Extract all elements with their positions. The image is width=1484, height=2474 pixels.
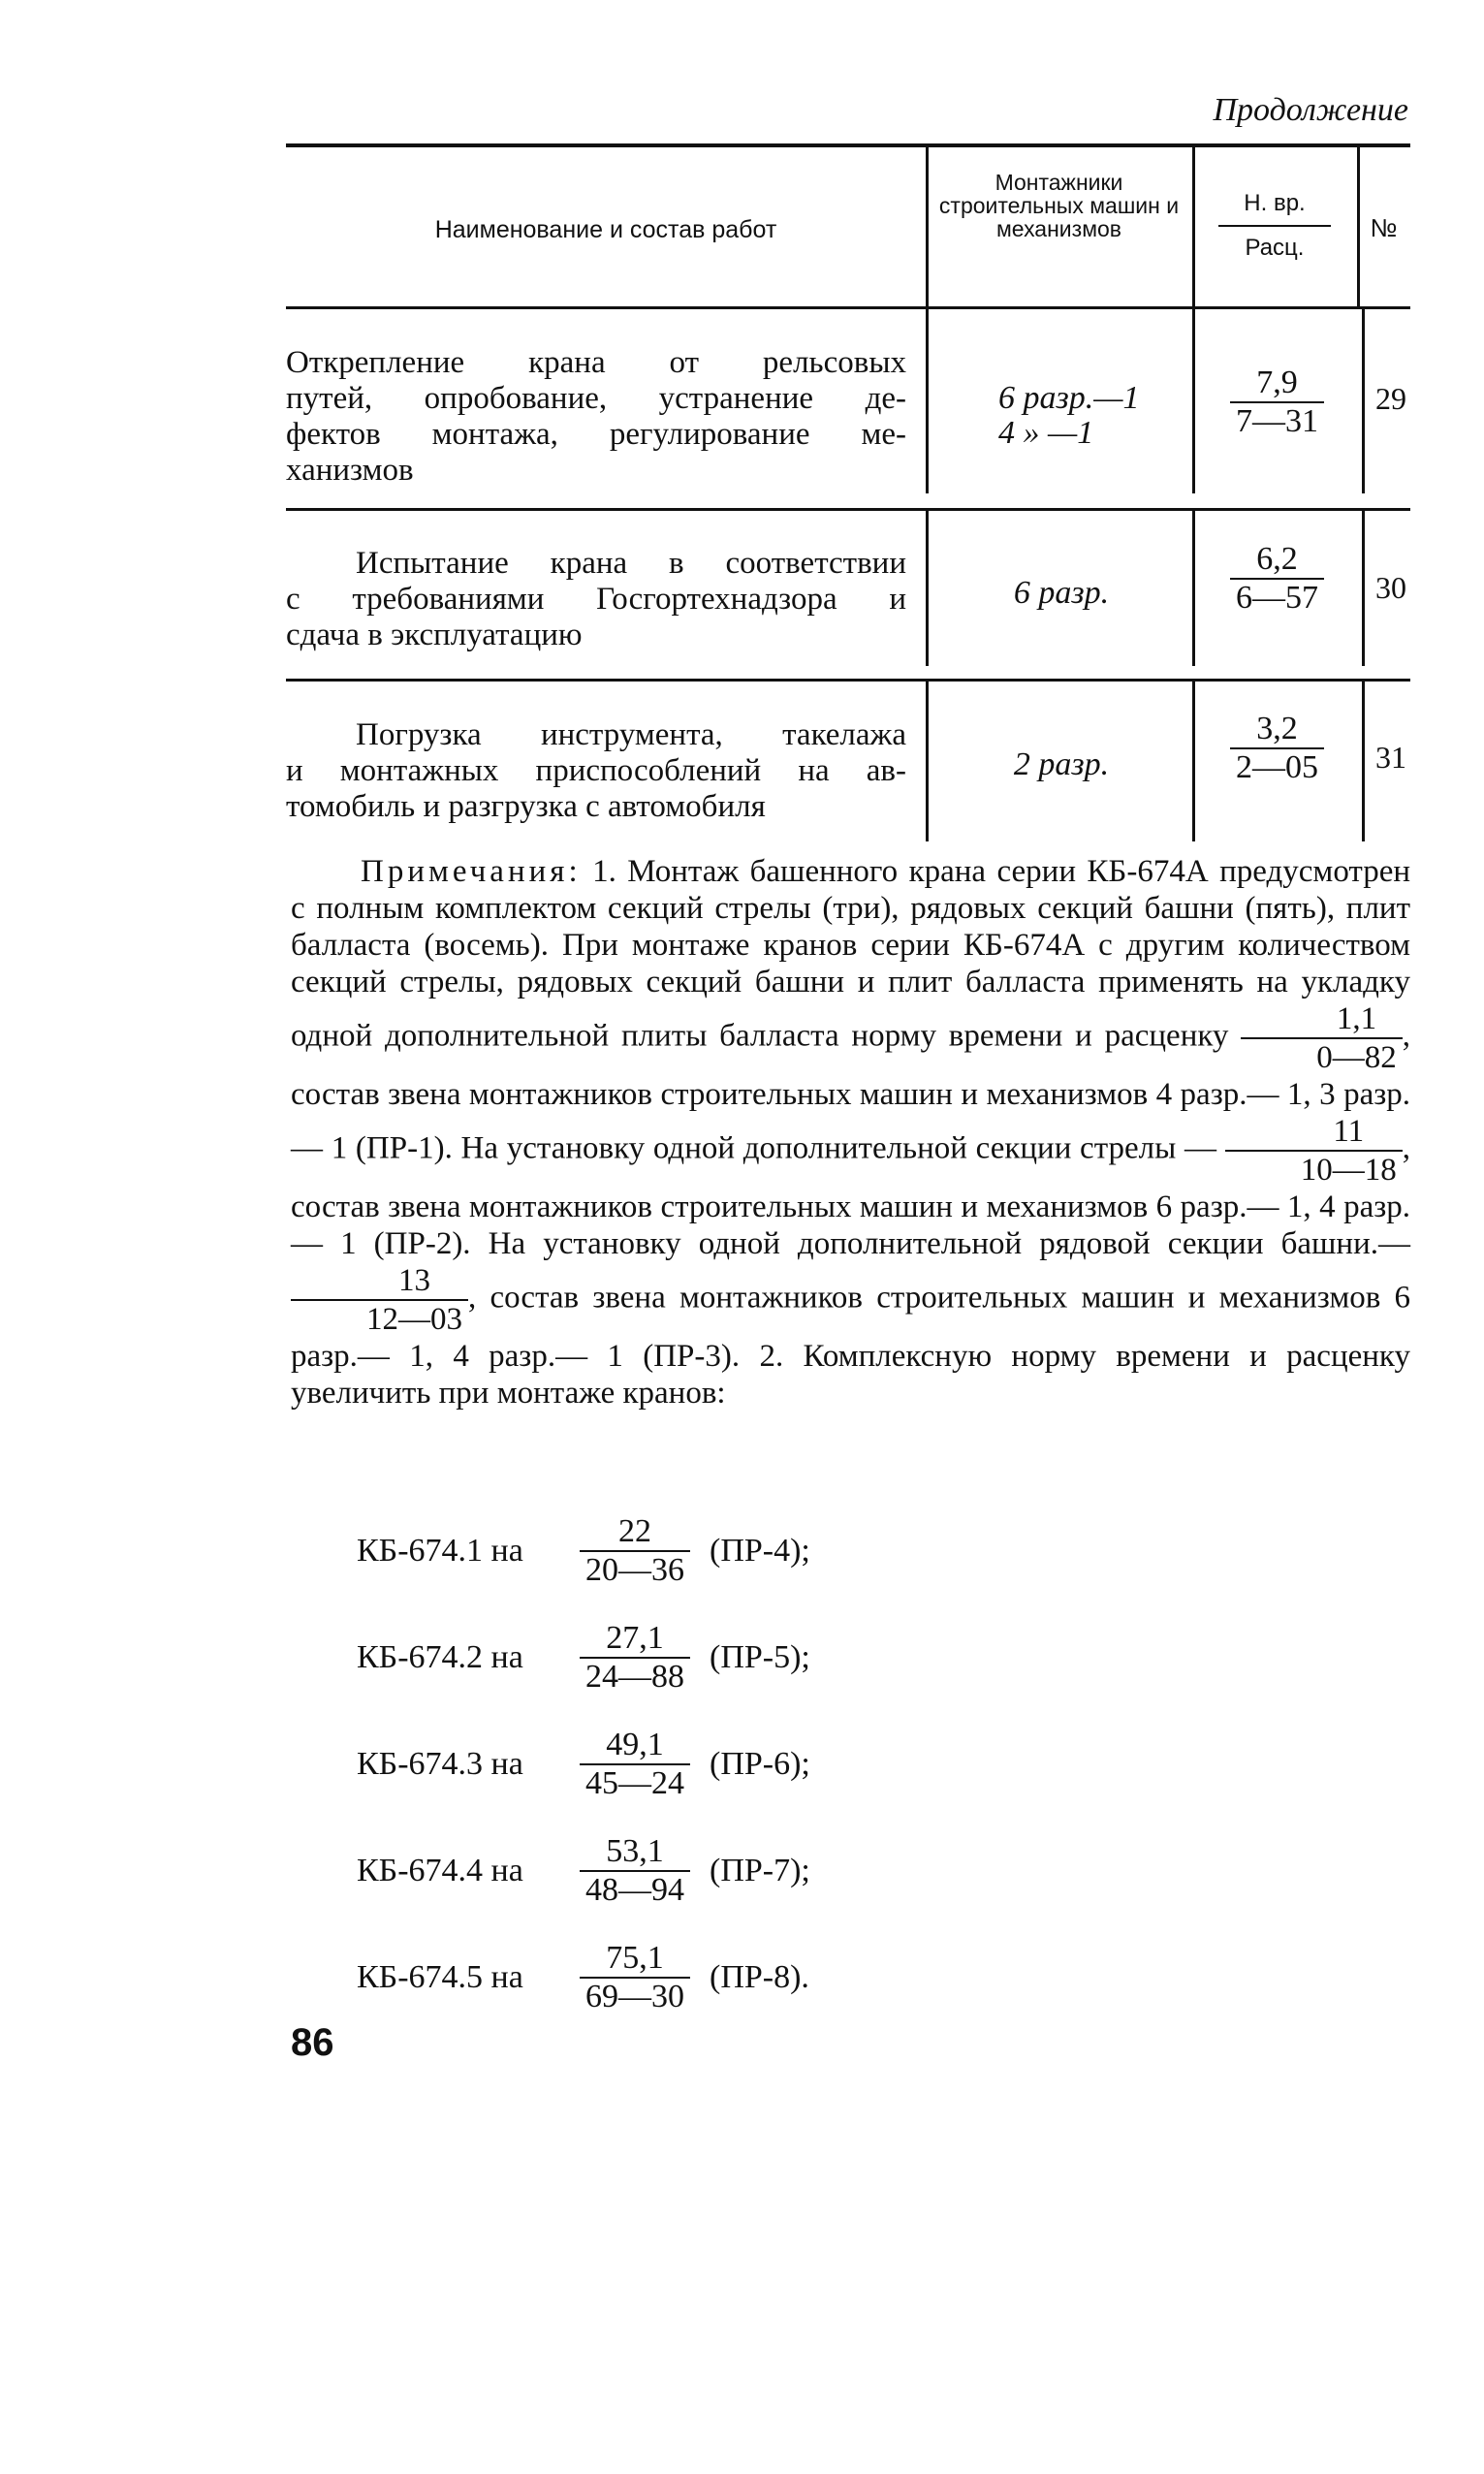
- norm-time: 3,2: [1256, 711, 1298, 746]
- formula-code: (ПР-4);: [710, 1533, 810, 1569]
- fraction-bottom: 24—88: [580, 1657, 690, 1696]
- norm-rate: 6—57: [1230, 578, 1324, 617]
- col-divider: [926, 147, 929, 306]
- name-line: и монтажных приспособлений на ав-: [286, 753, 906, 788]
- fraction-bottom: 69—30: [580, 1977, 690, 2015]
- formula-row: [357, 1711, 810, 1818]
- name-line: Испытание крана в соответствии: [356, 546, 906, 581]
- header-norm-bottom: Расц.: [1218, 225, 1331, 262]
- formula-row: [357, 1604, 810, 1711]
- formula-row: [357, 1498, 810, 1604]
- header-norm-top: Н. вр.: [1244, 190, 1306, 216]
- notes-text-4: , состав звена монтажников строительных машин и механизмов 6 разр.— 1, 4 разр.— 1 (ПР-3). 2. Комплексную норму времени и расценку увеличить при монтаже кранов:: [291, 1280, 1410, 1411]
- col-divider: [1192, 511, 1195, 666]
- fraction-top: 13: [398, 1263, 430, 1298]
- header-number: №: [1370, 213, 1398, 242]
- crew-line: 6 разр.—1: [998, 380, 1140, 416]
- col-divider: [1192, 682, 1195, 841]
- row-29-crew: [940, 381, 1183, 451]
- notes-block: [291, 853, 1410, 1411]
- col-divider: [926, 511, 929, 666]
- fraction-top: 27,1: [606, 1620, 664, 1656]
- header-name: Наименование и состав работ: [434, 216, 777, 243]
- name-line: путей, опробование, устранение де-: [286, 381, 906, 416]
- fraction-top: 11: [1333, 1114, 1365, 1149]
- fraction-bottom: 10—18: [1225, 1150, 1403, 1189]
- col-divider: [926, 309, 929, 493]
- row-29-number: 29: [1375, 381, 1406, 416]
- formula-fraction: [580, 1513, 690, 1589]
- fraction-bottom: 0—82: [1241, 1037, 1403, 1076]
- fraction-top: 75,1: [606, 1940, 664, 1976]
- row-30-name: [286, 546, 906, 653]
- norm-rate: 7—31: [1230, 401, 1324, 440]
- formula-code: (ПР-7);: [710, 1853, 810, 1888]
- fraction-top: 49,1: [606, 1727, 664, 1762]
- header-norm: [1197, 190, 1352, 262]
- name-line: томобиль и разгрузка с автомобиля: [286, 789, 766, 824]
- crane-model: КБ-674.2 на: [357, 1639, 523, 1675]
- row-rule: [286, 679, 1410, 682]
- crane-formulas: [357, 1498, 810, 2031]
- continuation-label: Продолжение: [1213, 92, 1408, 128]
- row-rule: [286, 508, 1410, 511]
- row-30-crew: [940, 575, 1183, 612]
- fraction-top: 22: [618, 1513, 651, 1549]
- table-header-rule: [286, 306, 1410, 309]
- name-line: с требованиями Госгортехнадзора и: [286, 582, 906, 617]
- norm-time: 6,2: [1256, 541, 1298, 577]
- header-crew: Монтажники строительных машин и механизмов: [938, 170, 1180, 241]
- crane-model: КБ-674.4 на: [357, 1853, 523, 1888]
- formula-fraction: [580, 1940, 690, 2015]
- col-divider: [1362, 309, 1365, 493]
- crew-line: 6 разр.: [1013, 575, 1110, 611]
- col-divider: [1362, 511, 1365, 666]
- formula-code: (ПР-5);: [710, 1639, 810, 1675]
- fraction-bottom: 45—24: [580, 1763, 690, 1802]
- fraction-top: 1,1: [1336, 1001, 1377, 1036]
- name-line: фектов монтажа, регулирование ме-: [286, 417, 906, 452]
- col-divider: [926, 682, 929, 841]
- name-line: ханизмов: [286, 453, 414, 488]
- page-number: 86: [291, 2021, 334, 2064]
- crane-model: КБ-674.5 на: [357, 1959, 523, 1995]
- formula-fraction: [580, 1833, 690, 1909]
- crew-line: 2 разр.: [1013, 746, 1110, 782]
- norm-rate: 2—05: [1230, 747, 1324, 786]
- row-31-norm: [1197, 711, 1357, 786]
- row-30-norm: [1197, 541, 1357, 617]
- formula-row: [357, 1924, 810, 2031]
- formula-fraction: [580, 1727, 690, 1802]
- fraction-bottom: 12—03: [291, 1299, 468, 1338]
- col-divider: [1192, 147, 1195, 306]
- fraction-bottom: 20—36: [580, 1550, 690, 1589]
- norms-table: [286, 143, 1410, 841]
- row-30-number: 30: [1375, 570, 1406, 605]
- name-line: сдача в эксплуатацию: [286, 618, 583, 652]
- crane-model: КБ-674.1 на: [357, 1533, 523, 1569]
- name-line: Погрузка инструмента, такелажа: [356, 717, 906, 752]
- crane-model: КБ-674.3 на: [357, 1746, 523, 1782]
- name-line: Открепление крана от рельсовых: [286, 345, 906, 380]
- formula-row: [357, 1818, 810, 1924]
- col-divider: [1192, 309, 1195, 493]
- fraction-1: [1241, 1000, 1403, 1076]
- table-top-rule: [286, 143, 1410, 147]
- formula-code: (ПР-8).: [710, 1959, 809, 1995]
- fraction-bottom: 48—94: [580, 1870, 690, 1909]
- notes-text-1: 1. Монтаж башенного крана серии КБ-674А предусмотрен с полным комплектом секций стрелы (три), рядовых секций башни (пять), плит балласта (восемь). При монтаже кранов серии КБ-674А с другим количеством секций стрелы, рядовых секций башни и плит балласта применять на укладку одной дополнительной плиты балласта норму времени и расценку: [291, 854, 1411, 1054]
- notes-text-2: , состав звена монтажников строительных машин и механизмов 4 разр.— 1, 3 разр.— 1 (ПР-1). На установку одной дополнительной секции стрелы —: [291, 1018, 1410, 1166]
- fraction-3: [291, 1262, 468, 1338]
- row-29-name: [286, 345, 906, 489]
- col-divider: [1362, 682, 1365, 841]
- fraction-top: 53,1: [606, 1833, 664, 1869]
- fraction-2: [1225, 1113, 1403, 1189]
- crew-line: 4 » —1: [998, 415, 1094, 451]
- row-31-name: [286, 717, 906, 825]
- notes-label: Примечания:: [361, 854, 582, 889]
- row-31-number: 31: [1375, 740, 1406, 775]
- notes-text-3: , состав звена монтажников строительных машин и механизмов 6 разр.— 1, 4 разр.— 1 (ПР-2). На установку одной дополнительной рядовой секции башни.—: [291, 1130, 1410, 1261]
- row-31-crew: [940, 746, 1183, 783]
- norm-time: 7,9: [1256, 365, 1298, 400]
- formula-fraction: [580, 1620, 690, 1696]
- row-29-norm: [1197, 365, 1357, 440]
- formula-code: (ПР-6);: [710, 1746, 810, 1782]
